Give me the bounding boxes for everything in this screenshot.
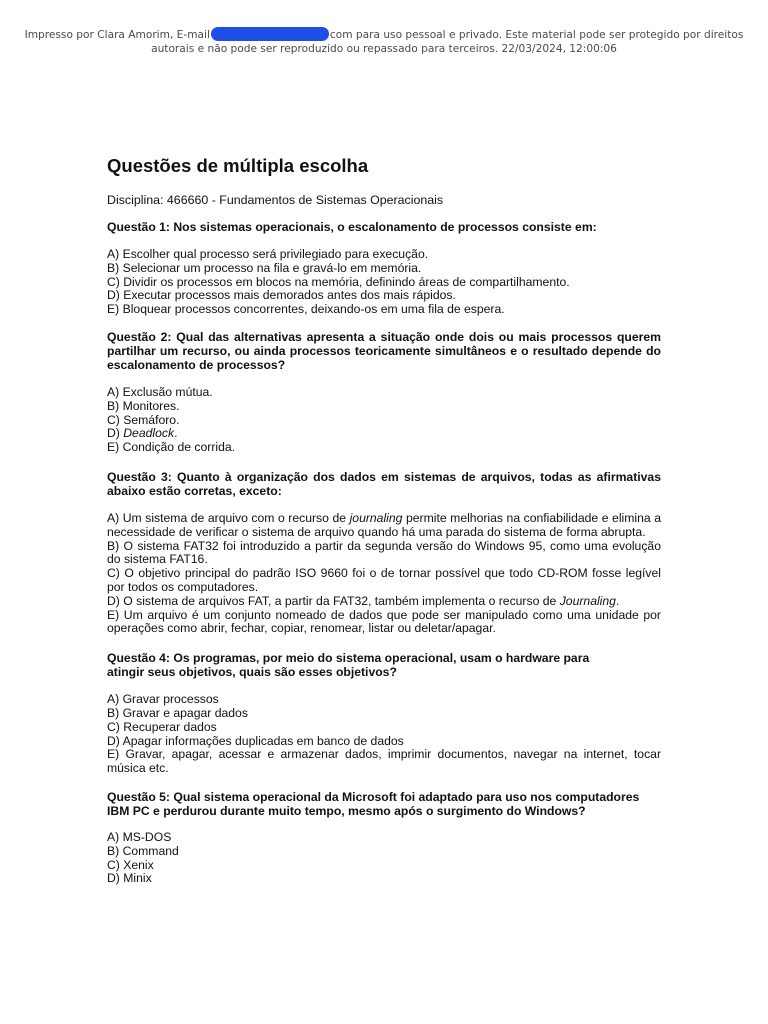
page-title: Questões de múltipla escolha bbox=[107, 155, 369, 176]
option-c: C) Xenix bbox=[107, 857, 154, 872]
header-text-start: Impresso por Clara Amorim, E-mail bbox=[24, 29, 210, 41]
print-watermark-header bbox=[24, 27, 744, 56]
option-d bbox=[107, 427, 661, 441]
header-line-1 bbox=[24, 27, 744, 42]
option-d-period: . bbox=[174, 426, 178, 441]
question-text: Questão 2: Qual das alternativas apresenta a situação onde dois ou mais processos querem partilhar um recurso, ou ainda processos teoricamente simultâneos e o resultado depende do escalonamento de processos? bbox=[107, 329, 661, 372]
option-a: A) Gravar processos bbox=[107, 692, 219, 707]
question-4 bbox=[107, 651, 661, 776]
option-d: D) Minix bbox=[107, 871, 152, 886]
option-c: C) Dividir os processos em blocos na memória, definindo áreas de compartilhamento. bbox=[107, 274, 570, 289]
option-a: A) Escolher qual processo será privilegiado para execução. bbox=[107, 247, 429, 261]
option-a: A) Exclusão mútua. bbox=[107, 384, 213, 399]
options-list bbox=[107, 831, 661, 886]
option-d: D) O sistema de arquivos FAT, a partir da FAT32, também implementa o recurso de Journaling. bbox=[107, 593, 620, 608]
question-text: Questão 5: Qual sistema operacional da Microsoft foi adaptado para uso nos computadores IBM PC e perdurou durante muito tempo, mesmo após o surgimento do Windows? bbox=[107, 789, 640, 818]
italic-term: journaling bbox=[349, 510, 403, 525]
option-b: B) Gravar e apagar dados bbox=[107, 705, 248, 720]
question-2 bbox=[107, 330, 661, 455]
redacted-email bbox=[211, 27, 329, 41]
option-c: C) Recuperar dados bbox=[107, 719, 217, 734]
question-1 bbox=[107, 220, 661, 317]
option-d: D) Executar processos mais demorados antes dos mais rápidos. bbox=[107, 288, 456, 303]
option-c: C) O objetivo principal do padrão ISO 9660 foi o de tornar possível que todo CD-ROM fosse legível por todos os computadores. bbox=[107, 566, 661, 594]
option-b: B) Selecionar um processo na fila e gravá-lo em memória. bbox=[107, 260, 422, 275]
option-e: E) Bloquear processos concorrentes, deixando-os em uma fila de espera. bbox=[107, 302, 505, 317]
option-b: B) Monitores. bbox=[107, 398, 180, 413]
option-e: E) Um arquivo é um conjunto nomeado de dados que pode ser manipulado como uma unidade por operações como abrir, fechar, copiar, renomear, listar ou deletar/apagar. bbox=[107, 607, 661, 636]
options-list bbox=[107, 248, 661, 317]
option-e: E) Gravar, apagar, acessar e armazenar dados, imprimir documentos, navegar na internet, tocar música etc. bbox=[107, 747, 661, 776]
question-text: Questão 3: Quanto à organização dos dados em sistemas de arquivos, todas as afirmativas abaixo estão corretas, exceto: bbox=[107, 469, 661, 498]
options-list bbox=[107, 693, 661, 776]
header-text-end: com para uso pessoal e privado. Este material pode ser protegido por direitos bbox=[329, 29, 744, 41]
options-list bbox=[107, 512, 661, 636]
option-b: B) O sistema FAT32 foi introduzido a partir da segunda versão do Windows 95, como uma evolução do sistema FAT16. bbox=[107, 538, 661, 567]
discipline-line: Disciplina: 466660 - Fundamentos de Sistemas Operacionais bbox=[107, 193, 444, 207]
option-a: A) MS-DOS bbox=[107, 829, 172, 844]
header-line-2: autorais e não pode ser reproduzido ou repassado para terceiros. 22/03/2024, 12:00:06 bbox=[151, 43, 617, 55]
option-a: A) Um sistema de arquivo com o recurso de journaling permite melhorias na confiabilidade e elimina a necessidade de verificar o sistema de arquivo quando há uma parada do sistema de forma abrupta. bbox=[107, 510, 661, 539]
document-body bbox=[107, 154, 661, 886]
option-e: E) Condição de corrida. bbox=[107, 440, 236, 455]
option-d-prefix: D) bbox=[107, 426, 124, 441]
italic-term: Journaling bbox=[559, 593, 616, 608]
option-c: C) Semáforo. bbox=[107, 412, 180, 427]
options-list bbox=[107, 386, 661, 455]
option-d-italic: Deadlock bbox=[123, 426, 175, 441]
question-text: Questão 1: Nos sistemas operacionais, o escalonamento de processos consiste em: bbox=[107, 220, 597, 234]
option-b: B) Command bbox=[107, 843, 179, 858]
question-text: Questão 4: Os programas, por meio do sistema operacional, usam o hardware para atingir seus objetivos, quais são esses objetivos? bbox=[107, 651, 590, 680]
question-3 bbox=[107, 470, 661, 636]
question-5 bbox=[107, 790, 661, 886]
option-d: D) Apagar informações duplicadas em banco de dados bbox=[107, 733, 404, 748]
